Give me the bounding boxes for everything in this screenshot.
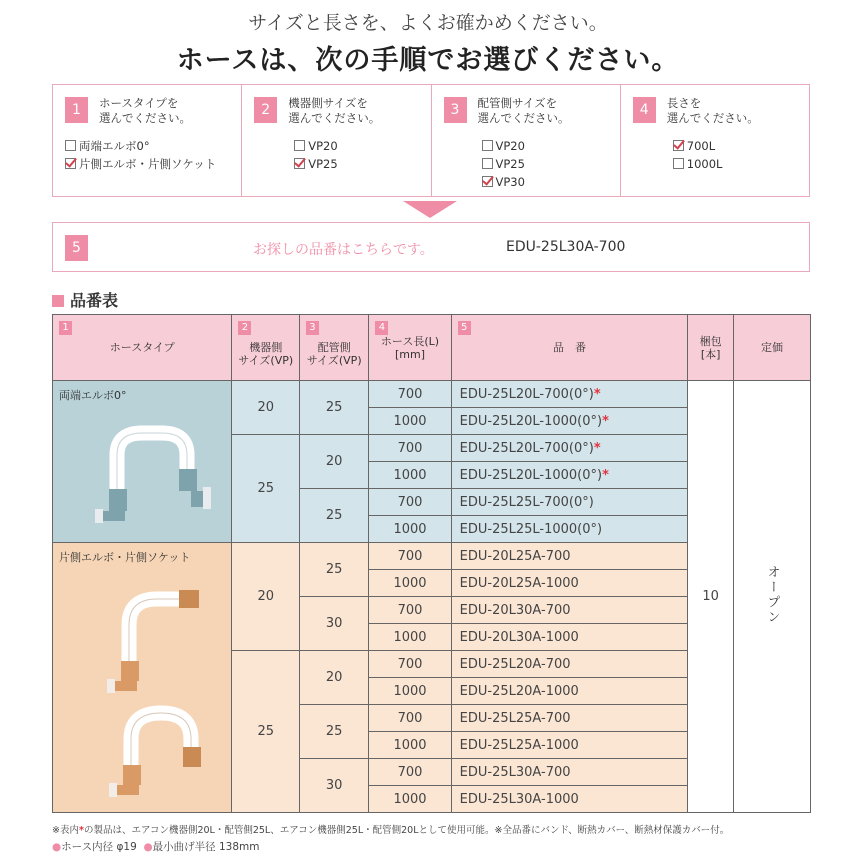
option-both-elbow[interactable] [65,137,216,155]
square-bullet-icon [52,295,64,307]
header-number: 2 [238,321,251,335]
checkbox-icon[interactable] [65,140,76,151]
pipe-size-cell: 30 [299,597,368,651]
length-cell: 1000 [369,786,451,813]
spec-inner-diameter: ホース内径 φ19 [61,841,137,853]
option-700l[interactable] [673,137,723,155]
header-label: [本] [700,347,721,361]
part-number: EDU-25L20A-700 [459,656,571,672]
header-label: サイズ(VP) [306,354,362,367]
asterisk-mark: * [593,386,601,402]
step-title: 機器側サイズを 選んでください。 [288,96,381,125]
footnote-text: の製品は、エアコン機器側20L・配管側25L、エアコン機器側25L・配管側20Lとして使用可能。※全品番にバンド、断熱カバー、断熱材保護カバー付。 [83,825,730,836]
part-number: EDU-25L20A-1000 [459,683,579,699]
device-size-cell: 25 [232,435,300,543]
step-number: 2 [254,97,277,123]
header-label: 配管側 [317,341,351,354]
part-number: EDU-25L25L-1000(0°) [459,521,603,537]
length-cell: 700 [369,651,451,678]
header-label: 機器側 [249,341,283,354]
device-size-cell: 20 [232,381,300,435]
checkbox-checked-icon[interactable] [294,158,305,169]
length-cell: 1000 [369,462,451,489]
step-title: 配管側サイズを 選んでください。 [477,96,570,125]
part-number-cell [451,678,688,705]
part-number-cell [451,408,688,435]
option-label: 1000L [686,157,723,171]
device-size-cell: 20 [232,543,300,651]
part-number: EDU-25L25A-1000 [459,737,579,753]
length-cell: 1000 [369,516,451,543]
option-vp25[interactable] [482,155,525,173]
part-number-cell [451,624,688,651]
length-cell: 700 [369,381,451,408]
checkbox-icon[interactable] [294,140,305,151]
part-number: EDU-25L20L-1000(0°) [459,413,603,429]
part-number-cell [451,516,688,543]
part-number-cell [451,543,688,570]
part-number-cell [451,570,688,597]
checkbox-icon[interactable] [673,158,684,169]
header-price [733,315,810,381]
part-number: EDU-25L20L-1000(0°) [459,467,603,483]
subtitle: サイズと長さを、よくお確かめください。 [248,12,608,34]
part-number: EDU-25L25A-700 [459,710,571,726]
result-label: お探しの品番はこちらです。 [253,242,434,258]
part-number-cell [451,489,688,516]
part-number-cell [451,786,688,813]
header-hose-length [369,315,451,381]
down-arrow-icon [403,201,457,218]
parts-table [52,314,811,813]
step-title: 長さを 選んでください。 [666,96,759,125]
header-hose-type [53,315,232,381]
part-number-cell [451,759,688,786]
length-cell: 700 [369,705,451,732]
double-elbow-hose-icon [87,425,217,535]
length-cell: 700 [369,759,451,786]
hose-type-both-elbow [53,381,232,543]
option-vp20[interactable] [294,137,337,155]
header-label: [mm] [395,347,426,361]
pipe-size-cell: 25 [299,543,368,597]
option-label: VP20 [308,139,338,153]
option-label: 両端エルボ0° [79,139,150,153]
header-label: ホース長(L) [380,334,440,348]
length-cell: 1000 [369,678,451,705]
header-label: 梱包 [699,334,722,348]
option-elbow-socket[interactable] [65,155,216,173]
page-title: ホースは、次の手順でお選びください。 [176,45,680,76]
checkbox-icon[interactable] [482,158,493,169]
part-number-cell [451,381,688,408]
hose-type-label: 片側エルボ・片側ソケット [59,551,191,564]
option-vp30[interactable] [482,173,525,191]
header-number: 4 [375,321,388,335]
step-4 [621,85,809,196]
length-cell: 700 [369,435,451,462]
option-label: 片側エルボ・片側ソケット [79,157,217,171]
step-2 [242,85,431,196]
option-vp25[interactable] [294,155,337,173]
section-title: 品番表 [70,291,119,310]
elbow-socket-hose-icon [99,585,219,705]
length-cell: 1000 [369,624,451,651]
part-number-cell [451,732,688,759]
step-3 [432,85,621,196]
part-number: EDU-20L30A-1000 [459,629,579,645]
option-1000l[interactable] [673,155,723,173]
length-cell: 1000 [369,408,451,435]
result-box [52,222,810,272]
step-number: 3 [444,97,467,123]
pipe-size-cell: 25 [299,705,368,759]
checkbox-checked-icon[interactable] [482,176,493,187]
option-label: VP25 [308,157,338,171]
checkbox-checked-icon[interactable] [673,140,684,151]
pipe-size-cell: 25 [299,489,368,543]
package-cell: 10 [688,381,734,813]
asterisk-mark: * [602,413,609,429]
header-number: 3 [306,321,319,335]
length-cell: 700 [369,543,451,570]
part-number-cell [451,705,688,732]
bullet-icon: ● [143,841,153,853]
part-number: EDU-20L25A-700 [459,548,571,564]
spec-min-bend-radius: 最小曲げ半径 138mm [152,841,260,853]
price-cell [733,381,810,813]
length-cell: 700 [369,489,451,516]
table-header-row [53,315,811,381]
asterisk-mark: * [602,467,609,483]
device-size-cell: 25 [232,651,300,813]
spec-line [52,839,259,854]
option-label: 700L [686,139,716,153]
footnote-text: ※表内 [52,825,79,836]
price-label: オープン [764,564,780,625]
part-number: EDU-25L30A-700 [459,764,571,780]
header-package [688,315,734,381]
part-number: EDU-20L25A-1000 [459,575,579,591]
pipe-size-cell: 20 [299,435,368,489]
selection-steps [52,84,810,197]
option-label: VP25 [495,157,525,171]
asterisk-mark: * [78,825,84,836]
part-number-cell [451,462,688,489]
hose-type-label: 両端エルボ0° [59,389,127,402]
header-label: ホースタイプ [109,341,175,354]
elbow-socket-hose-icon-2 [99,699,219,809]
part-number-cell [451,597,688,624]
option-label: VP20 [495,139,525,153]
asterisk-mark: * [593,440,601,456]
length-cell: 1000 [369,732,451,759]
header-label: サイズ(VP) [238,354,294,367]
option-vp20[interactable] [482,137,525,155]
length-cell: 1000 [369,570,451,597]
footnote [52,822,729,836]
part-number: EDU-25L20L-700(0°) [459,440,594,456]
part-number: EDU-25L30A-1000 [459,791,579,807]
checkbox-checked-icon[interactable] [65,158,76,169]
result-code: EDU-25L30A-700 [506,239,626,255]
option-label: VP30 [495,175,525,189]
part-number: EDU-20L30A-700 [459,602,571,618]
hose-type-elbow-socket [53,543,232,813]
step-title: ホースタイプを 選んでください。 [99,96,191,125]
table-row [53,381,811,408]
header-number: 1 [59,321,72,335]
header-device-size [232,315,300,381]
header-pipe-size [299,315,368,381]
pipe-size-cell: 25 [299,381,368,435]
step-number: 4 [633,97,656,123]
header-part-number [451,315,688,381]
header-number: 5 [458,321,471,335]
step-number: 5 [65,235,88,261]
header-label: 品 番 [553,341,586,354]
section-heading [52,288,118,311]
length-cell: 700 [369,597,451,624]
step-1 [53,85,242,196]
part-number-cell [451,435,688,462]
part-number: EDU-25L20L-700(0°) [459,386,594,402]
bullet-icon: ● [52,841,62,853]
checkbox-icon[interactable] [482,140,493,151]
part-number-cell [451,651,688,678]
step-number: 1 [65,97,88,123]
header-label: 定価 [760,341,783,354]
pipe-size-cell: 20 [299,651,368,705]
part-number: EDU-25L25L-700(0°) [459,494,594,510]
pipe-size-cell: 30 [299,759,368,813]
